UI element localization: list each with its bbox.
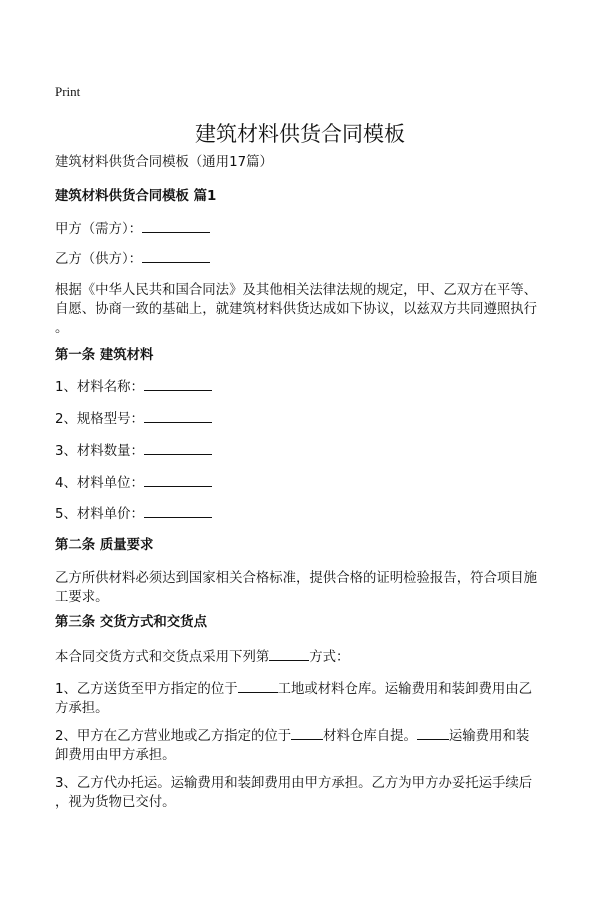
text-line xyxy=(55,346,555,365)
fill-in-blank xyxy=(144,377,212,391)
text-line xyxy=(55,613,555,632)
section-heading xyxy=(55,187,555,206)
text: 运输费用和装 xyxy=(448,729,530,744)
text-line xyxy=(55,300,555,319)
text: 5、材料单价： xyxy=(55,507,144,522)
text-line xyxy=(55,377,555,397)
text-line xyxy=(55,473,555,493)
text-line xyxy=(55,187,555,206)
text: 根据《中华人民共和国合同法》及其他相关法律法规的规定，甲、乙双方在平等、 xyxy=(55,283,538,298)
text-line xyxy=(55,441,555,461)
section-heading xyxy=(55,346,555,365)
text: 建筑材料供货合同模板 篇1 xyxy=(55,189,217,204)
text: 4、材料单位： xyxy=(55,476,144,491)
text-line xyxy=(55,746,555,765)
text: 第二条 质量要求 xyxy=(55,538,154,553)
fill-in-blank xyxy=(144,504,212,518)
section-heading xyxy=(55,613,555,632)
text-line xyxy=(55,774,555,793)
text: 第三条 交货方式和交货点 xyxy=(55,615,207,630)
text-line xyxy=(55,281,555,300)
text: 甲方（需方）： xyxy=(55,222,143,237)
section-heading xyxy=(55,536,555,555)
fill-in-blank xyxy=(269,647,309,661)
text-line xyxy=(55,504,555,524)
fill-in-blank xyxy=(144,441,212,455)
paragraph xyxy=(55,726,555,765)
text-line xyxy=(55,647,555,667)
text: 3、材料数量： xyxy=(55,444,144,459)
fill-in-blank xyxy=(291,726,323,740)
text: 2、甲方在乙方营业地或乙方指定的位于 xyxy=(55,729,292,744)
text-line xyxy=(55,219,555,239)
text-line xyxy=(55,588,555,607)
paragraph xyxy=(55,441,555,461)
text: 1、材料名称： xyxy=(55,380,144,395)
text-line xyxy=(55,699,555,718)
text-line xyxy=(55,569,555,588)
text: 方承担。 xyxy=(55,701,109,716)
text-line xyxy=(55,249,555,269)
paragraph xyxy=(55,774,555,812)
text-line xyxy=(55,679,555,699)
paragraph xyxy=(55,679,555,718)
text: 2、规格型号： xyxy=(55,412,144,427)
text: 1、乙方送货至甲方指定的位于 xyxy=(55,682,238,697)
text: 乙方所供材料必须达到国家相关合格标准，提供合格的证明检验报告，符合项目施 xyxy=(55,571,538,586)
paragraph xyxy=(55,504,555,524)
fill-in-blank xyxy=(142,219,210,233)
paragraph xyxy=(55,473,555,493)
fill-in-blank xyxy=(144,473,212,487)
fill-in-blank xyxy=(238,679,278,693)
text: 第一条 建筑材料 xyxy=(55,348,154,363)
document-title: 建筑材料供货合同模板 xyxy=(195,122,405,146)
print-link[interactable]: Print xyxy=(55,84,81,99)
text: 3、乙方代办托运。运输费用和装卸费用由甲方承担。乙方为甲方办妥托运手续后 xyxy=(55,776,533,791)
text-line xyxy=(55,793,555,812)
text: 乙方（供方）： xyxy=(55,252,143,267)
text: 自愿、协商一致的基础上，就建筑材料供货达成如下协议，以兹双方共同遵照执行 xyxy=(55,302,538,317)
text: 。 xyxy=(55,321,69,336)
text: 方式： xyxy=(309,650,350,665)
paragraph xyxy=(55,377,555,397)
fill-in-blank xyxy=(144,409,212,423)
paragraph xyxy=(55,647,555,667)
paragraph xyxy=(55,153,555,172)
text-line xyxy=(55,409,555,429)
fill-in-blank xyxy=(417,726,449,740)
paragraph xyxy=(55,219,555,239)
text: ，视为货物已交付。 xyxy=(55,795,176,810)
text: 工地或材料仓库。运输费用和装卸费用由乙 xyxy=(277,682,533,697)
fill-in-blank xyxy=(142,249,210,263)
text-line xyxy=(55,536,555,555)
paragraph xyxy=(55,281,555,338)
text: 本合同交货方式和交货点采用下列第 xyxy=(55,650,270,665)
paragraph xyxy=(55,249,555,269)
text: 工要求。 xyxy=(55,590,109,605)
text: 建筑材料供货合同模板（通用17篇） xyxy=(55,155,273,170)
paragraph xyxy=(55,569,555,607)
text: 卸费用由甲方承担。 xyxy=(55,748,176,763)
text-line xyxy=(55,153,555,172)
text-line xyxy=(55,726,555,746)
text: 材料仓库自提。 xyxy=(323,729,417,744)
paragraph xyxy=(55,409,555,429)
text-line xyxy=(55,319,555,338)
